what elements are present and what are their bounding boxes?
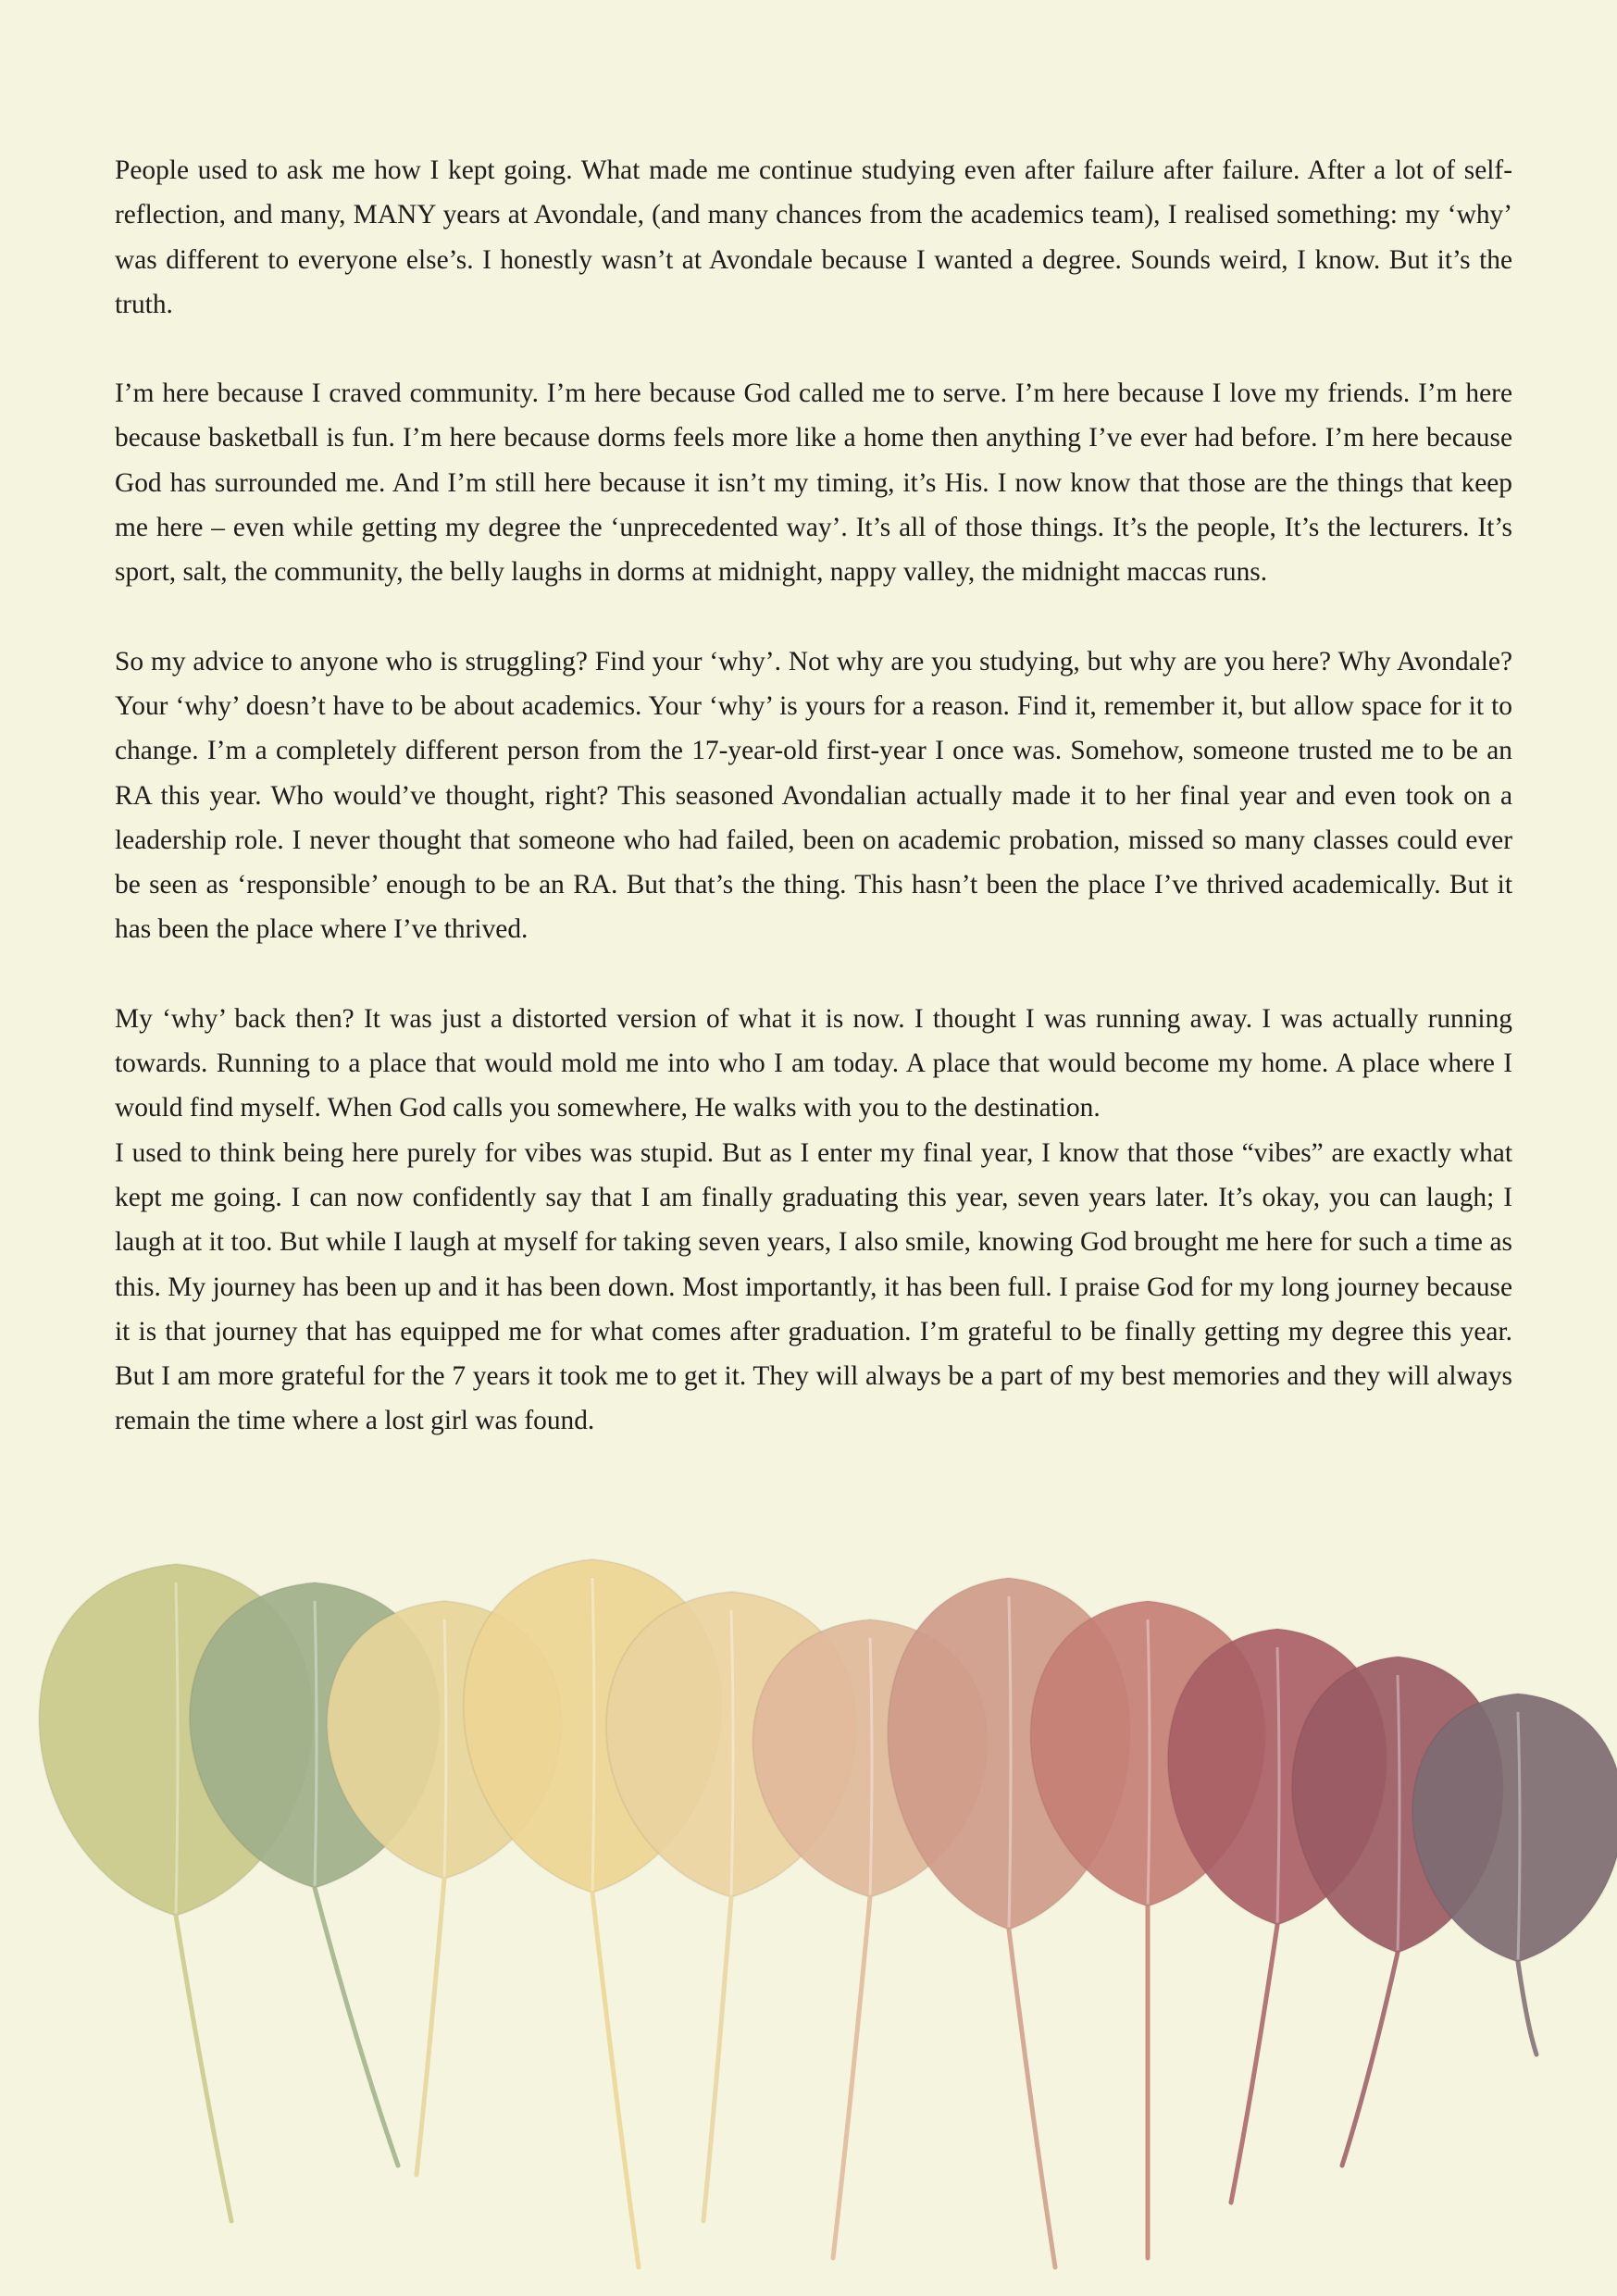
leaf-stem [1009,1930,1055,2267]
article-body [115,148,1512,1444]
paragraph: I’m here because I craved community. I’m here because God called me to serve. I’m here because I love my friends. I’m here because basketball is fun. I’m here because dorms feels more like a home then anything I’ve ever had before. I’m here because God has surrounded me. And I’m still here because it isn’t my timing, it’s His. I now know that those are the things that keep me here – even while getting my degree the ‘unprecedented way’. It’s all of those things. It’s the people, It’s the lecturers. It’s sport, salt, the community, the belly laughs in dorms at midnight, nappy valley, the midnight maccas runs. [115,379,1512,588]
paragraph: I used to think being here purely for vibes was stupid. But as I enter my final year, I know that those “vibes” are exactly what kept me going. I can now confidently say that I am finally graduating this year, seven years later. It’s okay, you can laugh; I laugh at it too. But while I laugh at myself for taking seven years, I also smile, knowing God brought me here for such a time as this. My journey has been up and it has been down. Most importantly, it has been full. I praise God for my long journey because it is that journey that has equipped me for what comes after graduation. I’m grateful to be finally getting my degree this year. But I am more grateful for the 7 years it took me to get it. They will always be a part of my best memories and they will always remain the time where a lost girl was found. [115,1137,1512,1436]
paragraph: So my advice to anyone who is struggling? Find your ‘why’. Not why are you studying, but why are you here? Why Avondale? Your ‘why’ doesn’t have to be about academics. Your ‘why’ is yours for a reason. Find it, remember it, but allow space for it to change. I’m a completely different person from the 17-year-old first-year I once was. Somehow, someone trusted me to be an RA this year. Who would’ve thought, right? This seasoned Avondalian actually made it to her final year and even took on a leadership role. I never thought that someone who had failed, been on academic probation, missed so many classes could ever be seen as ‘responsible’ enough to be an RA. But that’s the thing. This hasn’t been the place I’ve thrived academically. But it has been the place where I’ve thrived. [115,646,1512,945]
leaf-stem [592,1893,639,2267]
autumn-leaves-illustration [0,1555,1617,2296]
paragraph: People used to ask me how I kept going. What made me continue studying even after failure after failure. After a lot of self-reflection, and many, MANY years at Avondale, (and many chances from the academics team), I realised something: my ‘why’ was different to everyone else’s. I honestly wasn’t at Avondale because I wanted a degree. Sounds weird, I know. But it’s the truth. [115,155,1512,319]
leaf-stem [1518,1962,1536,2054]
leaf-stem [1231,1925,1277,2203]
paragraph: My ‘why’ back then? It was just a distorted version of what it is now. I thought I was running away. I was actually running towards. Running to a place that would mold me into who I am today. A place that would become my home. A place where I would find myself. When God calls you somewhere, He walks with you to the destination. [115,1003,1512,1123]
leaf-stem [315,1888,398,2166]
leaf-stem [833,1897,870,2258]
leaf-stem [176,1916,231,2221]
leaf-stem [417,1879,444,2175]
leaf-stem [1342,1953,1398,2166]
leaf-stem [703,1897,731,2221]
